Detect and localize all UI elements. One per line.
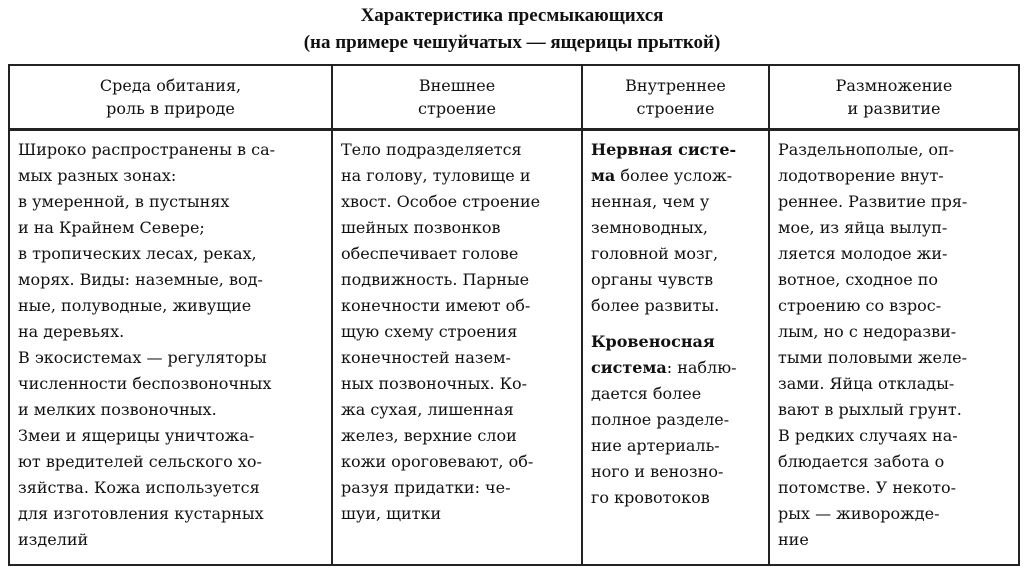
- cell-line: реннее. Развитие пря-: [778, 192, 968, 211]
- cell-line: хвост. Особое строение: [341, 192, 541, 211]
- header-external-line-2: строение: [418, 99, 496, 118]
- cell-line: мое, из яйца вылуп-: [778, 218, 948, 237]
- cell-line: ют вредителей сельского хо-: [18, 452, 262, 471]
- header-habitat-line-1: Среда обитания,: [99, 76, 242, 95]
- header-external-line-1: Внешнее: [418, 76, 496, 95]
- cell-line: дается более: [591, 384, 702, 403]
- cell-line: мых разных зонах:: [18, 166, 177, 185]
- cell-line: в тропических лесах, реках,: [18, 244, 257, 263]
- nervous-system-heading-end: ма: [591, 166, 616, 185]
- cell-line: разуя придатки: че-: [341, 478, 511, 497]
- reptile-characteristics-table: [8, 64, 1020, 566]
- cell-line: В экосистемах — регуляторы: [18, 348, 267, 367]
- document-title: [0, 2, 1024, 56]
- header-habitat-line-2: роль в природе: [106, 99, 235, 118]
- cell-line: Тело подразделяется: [341, 140, 522, 159]
- cell-line: изделий: [18, 530, 89, 549]
- cell-line: ние артериаль-: [591, 436, 720, 455]
- cell-line: рых — живорожде-: [778, 504, 940, 523]
- cell-line: ных позвоночных. Ко-: [341, 374, 528, 393]
- header-reproduction-line-2: и развитие: [847, 99, 941, 118]
- cell-line: потомстве. У некото-: [778, 478, 956, 497]
- cell-line: блюдается забота о: [778, 452, 945, 471]
- cell-line: тыми половыми желе-: [778, 348, 968, 367]
- table-body-row: [9, 130, 1019, 566]
- cell-line: подвижность. Парные: [341, 270, 530, 289]
- cell-line: конечности имеют об-: [341, 296, 531, 315]
- cell-line: вают в рыхлый грунт.: [778, 400, 962, 419]
- cell-line: шуи, щитки: [341, 504, 442, 523]
- cell-line: вотное, сходное по: [778, 270, 939, 289]
- cell-line: го кровотоков: [591, 488, 710, 507]
- header-reproduction-line-1: Размножение: [835, 76, 953, 95]
- cell-line: ного и венозно-: [591, 462, 724, 481]
- header-habitat: [9, 65, 332, 130]
- cell-line: лодотворение внут-: [778, 166, 944, 185]
- header-internal-structure: [582, 65, 769, 130]
- header-reproduction: [769, 65, 1019, 130]
- cell-line: Раздельнополые, оп-: [778, 140, 955, 159]
- title-line-2: (на примере чешуйчатых — ящерицы прыткой): [303, 32, 721, 53]
- cell-line: полное разделе-: [591, 410, 730, 429]
- cell-line-tail: более услож-: [615, 166, 733, 185]
- cell-line: лым, но с недоразви-: [778, 322, 957, 341]
- title-line-1: Характеристика пресмыкающихся: [360, 5, 664, 26]
- circulatory-system-heading: Кровеносная: [591, 332, 715, 351]
- cell-line: ние: [778, 530, 809, 549]
- cell-line: численности беспозвоночных: [18, 374, 272, 393]
- cell-line: Широко распространены в са-: [18, 140, 276, 159]
- cell-line: земноводных,: [591, 218, 708, 237]
- cell-line: жа сухая, лишенная: [341, 400, 514, 419]
- cell-line: обеспечивает голове: [341, 244, 519, 263]
- cell-line: в умеренной, в пустынях: [18, 192, 230, 211]
- cell-line: на деревьях.: [18, 322, 125, 341]
- circulatory-system-heading-end: система: [591, 358, 667, 377]
- cell-line: Змеи и ящерицы уничтожа-: [18, 426, 255, 445]
- cell-line: щую схему строения: [341, 322, 518, 341]
- cell-line: шейных позвонков: [341, 218, 501, 237]
- cell-line: морях. Виды: наземные, вод-: [18, 270, 263, 289]
- cell-reproduction: [769, 130, 1019, 566]
- nervous-system-heading: Нервная систе-: [591, 140, 737, 159]
- cell-line: зяйства. Кожа используется: [18, 478, 260, 497]
- cell-line: ные, полуводные, живущие: [18, 296, 252, 315]
- cell-line: и на Крайнем Севере;: [18, 218, 205, 237]
- cell-internal-structure: [582, 130, 769, 566]
- table-header-row: [9, 65, 1019, 130]
- header-external-structure: [332, 65, 582, 130]
- header-internal-line-1: Внутреннее: [625, 76, 726, 95]
- cell-line: желез, верхние слои: [341, 426, 517, 445]
- cell-line: [591, 355, 760, 381]
- cell-line: для изготовления кустарных: [18, 504, 264, 523]
- cell-line: головной мозг,: [591, 244, 719, 263]
- cell-line: органы чувств: [591, 270, 714, 289]
- cell-line: строению со взрос-: [778, 296, 942, 315]
- paragraph-gap: [591, 319, 760, 329]
- cell-line: ляется молодое жи-: [778, 244, 948, 263]
- header-internal-line-2: строение: [636, 99, 715, 118]
- cell-line: ненная, чем у: [591, 192, 710, 211]
- cell-line: [591, 163, 760, 189]
- cell-line: кожи ороговевают, об-: [341, 452, 534, 471]
- cell-line: В редких случаях на-: [778, 426, 958, 445]
- cell-line: более развиты.: [591, 296, 720, 315]
- cell-habitat: [9, 130, 332, 566]
- cell-line: конечностей назем-: [341, 348, 511, 367]
- cell-external-structure: [332, 130, 582, 566]
- cell-line: и мелких позвоночных.: [18, 400, 217, 419]
- cell-line: зами. Яйца отклады-: [778, 374, 955, 393]
- cell-line: на голову, туловище и: [341, 166, 531, 185]
- cell-line-tail: : наблю-: [666, 358, 737, 377]
